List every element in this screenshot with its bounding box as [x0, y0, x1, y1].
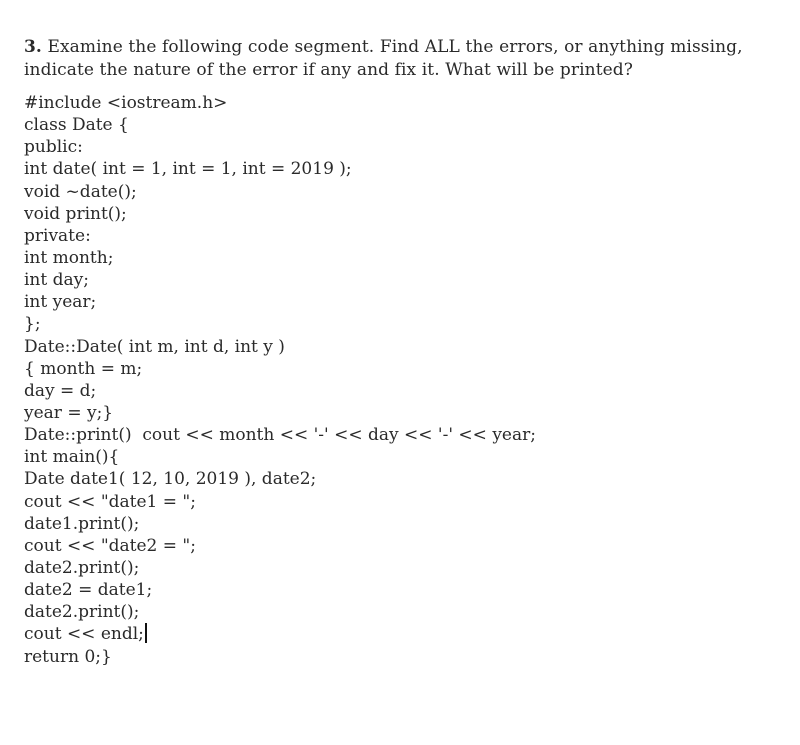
code-line: int day; [24, 270, 89, 291]
code-line: void ~date(); [24, 181, 137, 202]
code-line: cout << "date2 = "; [24, 535, 196, 556]
question-body: Examine the following code segment. Find ALL the errors, or anything missing, indicate the nature of the error if any and fix it. What will be printed? [24, 37, 743, 80]
code-line: Date::print() cout << month << '-' << day << '-' << year; [24, 425, 536, 446]
question-number: 3. [24, 37, 42, 57]
code-line: date2.print(); [24, 602, 140, 623]
code-line: Date date1( 12, 10, 2019 ), date2; [24, 469, 317, 490]
code-line: Date::Date( int m, int d, int y ) [24, 336, 285, 357]
code-line: date2 = date1; [24, 580, 153, 601]
code-line-endl [24, 623, 784, 645]
question-text [24, 36, 784, 82]
text-cursor [145, 623, 147, 643]
code-line: void print(); [24, 203, 127, 224]
code-line: public: [24, 137, 83, 158]
code-line: date2.print(); [24, 557, 140, 578]
code-line: class Date { [24, 115, 129, 136]
code-line: int year; [24, 292, 97, 313]
code-segment [24, 92, 784, 668]
code-line: return 0;} [24, 646, 112, 667]
code-line: int date( int = 1, int = 1, int = 2019 ); [24, 159, 352, 180]
code-line: date1.print(); [24, 513, 140, 534]
code-line: day = d; [24, 380, 97, 401]
code-line: { month = m; [24, 358, 143, 379]
code-line: int main(){ [24, 447, 120, 468]
code-line: year = y;} [24, 402, 114, 423]
code-line: }; [24, 314, 41, 335]
document-page [24, 36, 784, 668]
code-line-text: cout << endl; [24, 624, 144, 645]
code-line: cout << "date1 = "; [24, 491, 196, 512]
code-line: int month; [24, 247, 114, 268]
code-line: #include <iostream.h> [24, 93, 228, 113]
code-line: private: [24, 225, 91, 246]
